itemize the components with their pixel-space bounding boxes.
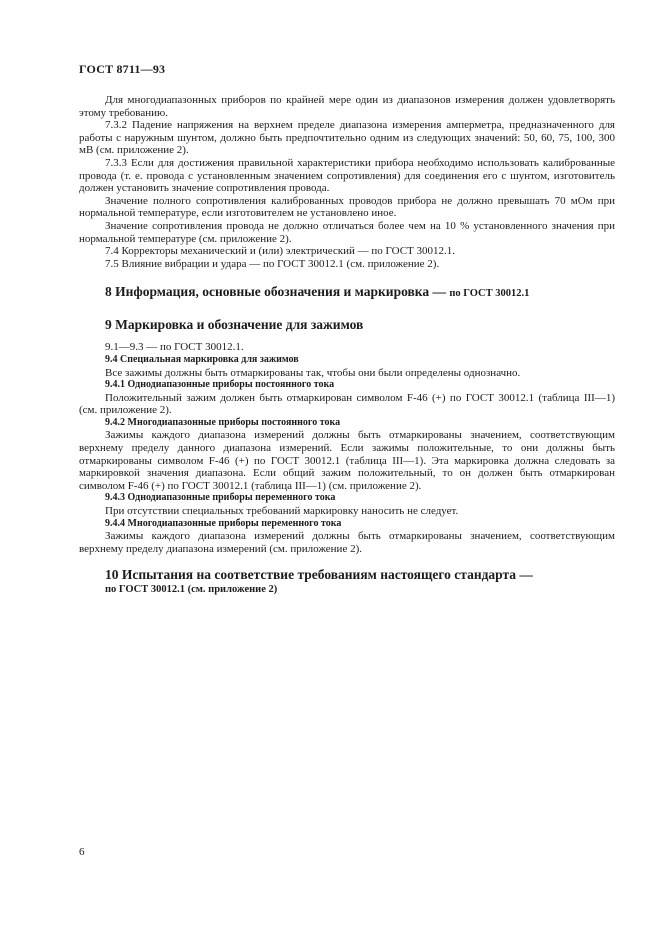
section-8-title: 8 Информация, основные обозначения и маркировка — bbox=[105, 284, 450, 300]
clause-7-3-2: 7.3.2 Падение напряжения на верхнем пределе диапазона измерения амперметра, предназначенного для работы с наружным шунтом, должно быть предпочтительно одним из следующих значений: 50, 60, 75, 100, 300 мВ (см. приложение 2). bbox=[79, 119, 615, 157]
paragraph: Значение сопротивления провода не должно отличаться более чем на 10 % установленного значения при нормальной температуре (см. приложение 2). bbox=[79, 219, 615, 245]
paragraph: Положительный зажим должен быть отмаркирован символом F-46 (+) по ГОСТ 30012.1 (таблица III—1) (см. приложение 2). bbox=[79, 391, 615, 417]
clause-9-1-9-3: 9.1—9.3 — по ГОСТ 30012.1. bbox=[105, 341, 244, 354]
paragraph: Все зажимы должны быть отмаркированы так, чтобы они были определены однозначно. bbox=[105, 366, 521, 379]
paragraph: Для многодиапазонных приборов по крайней мере один из диапазонов измерения должен удовлетворять этому требованию. bbox=[79, 94, 615, 119]
paragraph: Зажимы каждого диапазона измерений должны быть отмаркированы значением, соответствующим верхнему пределу диапазона измерений (см. приложение 2). bbox=[79, 530, 615, 555]
page-number: 6 bbox=[79, 846, 85, 858]
paragraph: Зажимы каждого диапазона измерений должны быть отмаркированы значением, соответствующим верхнему пределу данного диапазона измерений. Если зажимы положительные, то они должны быть отмаркированы символом F-46 (+) по ГОСТ 30012.1 (таблица III—1). Эта маркировка должна следовать за маркировкой значения диапазона. Если общий зажим положительный, то он должен быть отмаркирован символом F-46 (+) по ГОСТ 30012.1 (таблица III—1) (см. приложение 2). bbox=[79, 429, 615, 492]
section-8-ref: по ГОСТ 30012.1 bbox=[449, 288, 530, 300]
clause-7-3-3: 7.3.3 Если для достижения правильной характеристики прибора необходимо использовать калиброванные провода (т. е. провода с установленным значением сопротивления) для соединения его с шунтом, изготовитель должен установить значение сопротивления провода. bbox=[79, 156, 615, 195]
clause-7-4: 7.4 Корректоры механический и (или) электрический — по ГОСТ 30012.1. bbox=[105, 245, 456, 258]
subsection-9-4-2-title: 9.4.2 Многодиапазонные приборы постоянного тока bbox=[105, 416, 341, 428]
section-10-title: 10 Испытания на соответствие требованиям настоящего стандарта — bbox=[105, 567, 533, 583]
subsection-9-4-1-title: 9.4.1 Однодиапазонные приборы постоянного тока bbox=[105, 379, 335, 391]
section-9-heading bbox=[79, 317, 615, 333]
subsection-9-4-4-title: 9.4.4 Многодиапазонные приборы переменного тока bbox=[105, 517, 342, 529]
page-body bbox=[79, 94, 615, 597]
section-8-heading bbox=[79, 284, 615, 302]
paragraph: Значение полного сопротивления калиброванных проводов прибора не должно превышать 70 мОм при нормальной температуре, если изготовителем не установлено иное. bbox=[79, 194, 615, 220]
section-9-title: 9 Маркировка и обозначение для зажимов bbox=[105, 317, 364, 333]
subsection-9-4-title: 9.4 Специальная маркировка для зажимов bbox=[105, 353, 299, 365]
paragraph: При отсутствии специальных требований маркировку наносить не следует. bbox=[105, 505, 459, 518]
section-10-heading bbox=[79, 567, 615, 583]
clause-7-5: 7.5 Влияние вибрации и удара — по ГОСТ 30012.1 (см. приложение 2). bbox=[105, 257, 440, 270]
page-header: ГОСТ 8711—93 bbox=[79, 62, 166, 76]
section-10-ref: по ГОСТ 30012.1 (см. приложение 2) bbox=[105, 584, 278, 596]
subsection-9-4-3-title: 9.4.3 Однодиапазонные приборы переменного тока bbox=[105, 492, 336, 504]
